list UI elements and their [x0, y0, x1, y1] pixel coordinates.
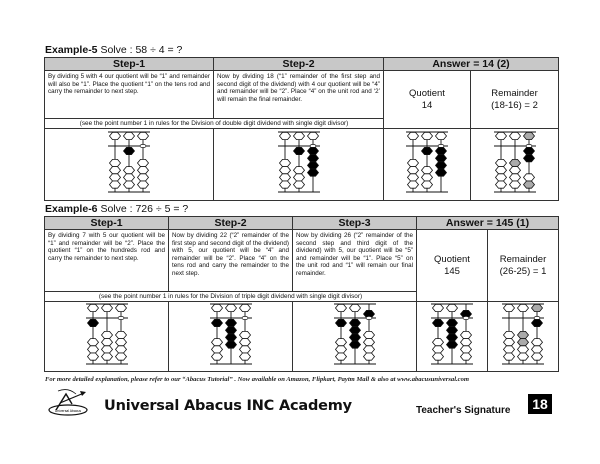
example5-step2-header: Step-2: [214, 58, 384, 71]
example6-answer-header: Answer = 145 (1): [417, 217, 559, 230]
example5-abacus-cell: [471, 129, 559, 201]
logo-icon: [46, 388, 96, 418]
example6-label: Example-6: [45, 203, 98, 215]
example6-abacus-cell: [45, 302, 169, 372]
step1-abacus-icon: [106, 130, 152, 194]
example6-step3-header: Step-3: [293, 217, 417, 230]
example5-remainder: [471, 71, 559, 129]
example5-note: (see the point number 1 in rules for the Division of double digit dividend with single digit divisor): [45, 119, 384, 129]
step3-abacus-icon: [332, 302, 378, 366]
example6-abacus-cell: [488, 302, 559, 372]
quotient-label: Quotient: [434, 254, 470, 265]
quotient-label: Quotient: [409, 88, 445, 99]
example6-abacus-cell: [417, 302, 488, 372]
example6-step3-text: Now by dividing 26 (“2” remainder of the second step and third digit of the dividend) with 5, our quotient will be “5” and remainder will be “1”. Place “5” on the unit rod and “1” will remain our final remainder.: [293, 230, 417, 292]
example6-title: [45, 203, 188, 215]
remainder-label: Remainder: [491, 88, 538, 99]
step1-abacus-icon: [84, 302, 130, 366]
example6-step1-header: Step-1: [45, 217, 169, 230]
example5-step2-text: Now by dividing 18 (“1” remainder of the first step and second digit of the dividend) with 4 our quotient will be “4” and remainder will be “2”. Place “4” on the unit rod and ‘2’ will remain the final remainder.: [214, 71, 384, 119]
quotient-abacus-icon: [429, 302, 475, 366]
example6-table: [44, 216, 559, 372]
example5-abacus-cell: [45, 129, 214, 201]
quotient-value: 14: [421, 99, 433, 111]
remainder-abacus-icon: [492, 130, 538, 194]
svg-text:Universal Abacus: Universal Abacus: [54, 409, 82, 413]
example5-step1-header: Step-1: [45, 58, 214, 71]
example5-problem: Solve : 58 ÷ 4 = ?: [100, 44, 183, 56]
example5-label: Example-5: [45, 44, 98, 56]
teacher-signature-label: Teacher's Signature: [416, 405, 511, 416]
quotient-value: 145: [444, 265, 460, 277]
example6-step2-header: Step-2: [169, 217, 293, 230]
brand-name: Universal Abacus INC Academy: [104, 398, 352, 414]
example5-abacus-cell: [214, 129, 384, 201]
example6-step1-text: By dividing 7 with 5 our quotient will be “1” and remainder will be “2”. Place the quotient “1” on the hundreds rod and carry the remainder to next step.: [45, 230, 169, 292]
example6-abacus-cell: [293, 302, 417, 372]
quotient-abacus-icon: [404, 130, 450, 194]
example5-table: [44, 57, 559, 201]
tutorial-note: For more detailed explanation, please refer to our “Abacus Tutorial” . Now available on Amazon, Flipkart, Paytm Mall & also at www.abacusuniversal.com: [45, 376, 470, 383]
example6-note: (see the point number 1 in rules for the Division of triple digit dividend with single digit divisor): [45, 292, 417, 302]
step2-abacus-icon: [276, 130, 322, 194]
example5-abacus-cell: [384, 129, 471, 201]
example5-step1-text: By dividing 5 with 4 our quotient will be “1” and remainder will also be “1”. Place the quotient “1” on the tens rod and carry the remainder to next step.: [45, 71, 214, 119]
example6-problem: Solve : 726 ÷ 5 = ?: [100, 203, 189, 215]
example5-quotient: [384, 71, 471, 129]
page-number: 18: [528, 394, 552, 414]
remainder-label: Remainder: [499, 254, 547, 265]
example5-answer-header: Answer = 14 (2): [384, 58, 559, 71]
example6-quotient: [417, 230, 488, 302]
remainder-value: (26-25) = 1: [499, 265, 547, 277]
example6-remainder: [488, 230, 559, 302]
remainder-abacus-icon: [500, 302, 546, 366]
example6-abacus-cell: [169, 302, 293, 372]
example5-title: [45, 44, 182, 56]
step2-abacus-icon: [208, 302, 254, 366]
example6-step2-text: Now by dividing 22 (“2” remainder of the first step and second digit of the dividend) with 5, our quotient will be “4” and remainder will be “2”. Place “4” on the tens rod and carry the remainder to the next step.: [169, 230, 293, 292]
remainder-value: (18-16) = 2: [491, 99, 538, 111]
